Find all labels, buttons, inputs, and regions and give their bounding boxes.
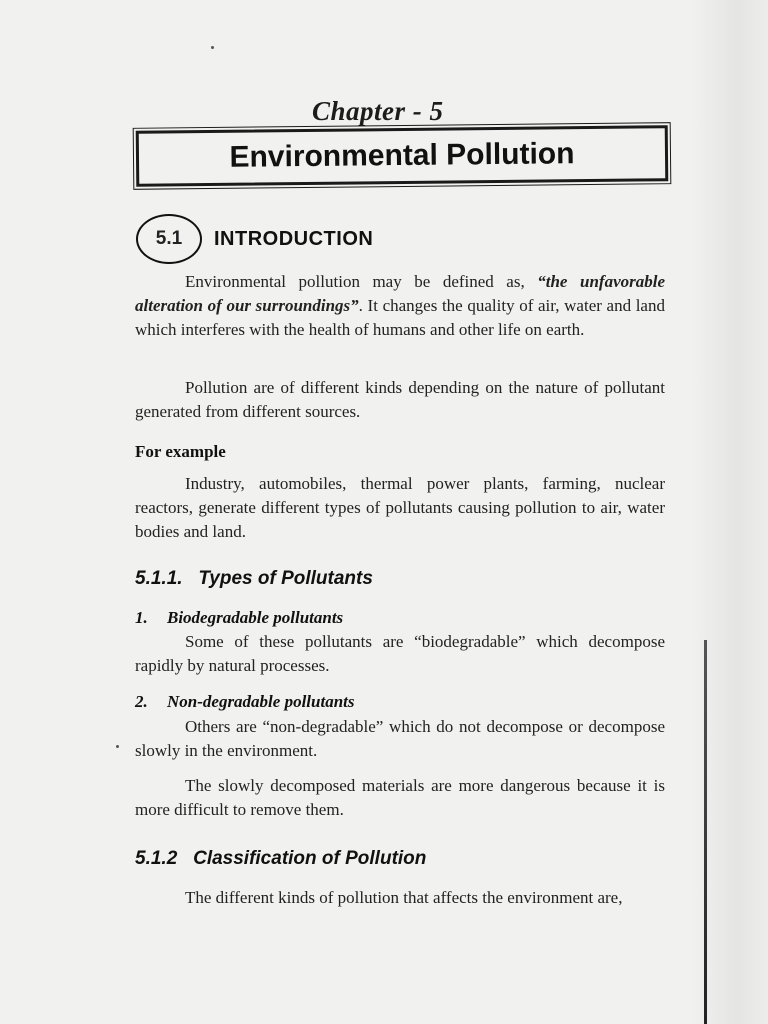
section-heading: INTRODUCTION xyxy=(214,228,374,250)
item2-title: Non-degradable pollutants xyxy=(167,692,355,711)
intro-p2-text: Pollution are of different kinds depending on the nature of pollutant generated from different sources. xyxy=(135,378,665,421)
item2-paragraph xyxy=(135,715,665,763)
item2-number: 2. xyxy=(135,692,148,711)
page-edge xyxy=(704,640,707,1024)
classification-paragraph xyxy=(135,886,665,910)
speck xyxy=(211,46,214,49)
example-label: For example xyxy=(135,442,226,461)
section-number-badge: 5.1 xyxy=(136,214,202,264)
item1-text: Some of these pollutants are “biodegradable” which decompose rapidly by natural processes. xyxy=(135,632,665,675)
page-shadow xyxy=(690,0,768,1024)
item1-number: 1. xyxy=(135,608,148,627)
intro-p3-text: Industry, automobiles, thermal power plants, farming, nuclear reactors, generate different types of pollutants causing pollution to air, water bodies and land. xyxy=(135,474,665,541)
intro-p1-text: Environmental pollution may be defined as, xyxy=(185,272,538,291)
types-heading: 5.1.1. Types of Pollutants xyxy=(135,568,373,589)
item1-heading xyxy=(135,608,343,628)
item2-heading xyxy=(135,692,355,712)
item1-paragraph xyxy=(135,630,665,678)
item2-text: Others are “non-degradable” which do not decompose or decompose slowly in the environment. xyxy=(135,717,665,760)
definition-emphasis: “the unfavorable alteration of our surroundings” xyxy=(135,272,665,315)
chapter-title-box xyxy=(136,125,669,187)
intro-paragraph-3 xyxy=(135,472,665,544)
speck xyxy=(116,745,119,748)
types-note-text: The slowly decomposed materials are more dangerous because it is more difficult to remove them. xyxy=(135,776,665,819)
classification-heading: 5.1.2 Classification of Pollution xyxy=(135,848,427,869)
intro-paragraph-2 xyxy=(135,376,665,424)
classification-text: The different kinds of pollution that affects the environment are, xyxy=(185,888,623,907)
intro-paragraph-1 xyxy=(135,270,665,342)
item1-title: Biodegradable pollutants xyxy=(167,608,344,627)
chapter-label: Chapter - 5 xyxy=(312,96,444,126)
chapter-title: Environmental Pollution xyxy=(229,137,575,174)
types-note-paragraph xyxy=(135,774,665,822)
intro-p1-text-end: . It changes the quality of air, water and land which interferes with the health of humans and other life on earth. xyxy=(135,296,665,339)
